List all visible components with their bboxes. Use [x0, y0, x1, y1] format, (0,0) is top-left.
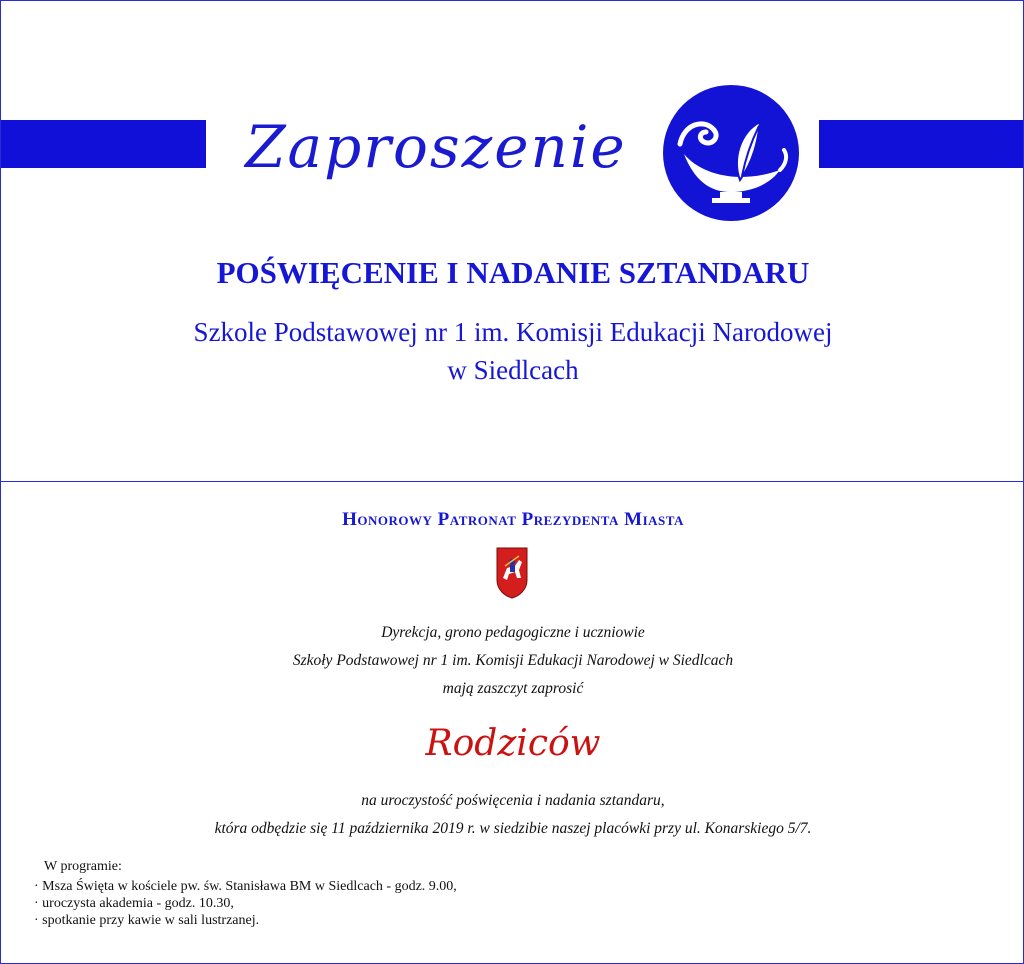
program-item: · uroczysta akademia - godz. 10.30, — [34, 895, 634, 912]
siedlce-coat-of-arms-icon — [495, 546, 529, 600]
honorary-patronage: Honorowy Patronat Prezydenta Miasta — [342, 509, 684, 530]
school-name-line-1: Szkole Podstawowej nr 1 im. Komisji Edukacji Narodowej — [193, 317, 833, 347]
header-section — [1, 1, 1023, 481]
right-accent-band — [819, 120, 1023, 168]
event-line: która odbędzie się 11 października 2019 r. w siedzibie naszej placówki przy ul. Konarskiego 5/7. — [214, 820, 812, 837]
school-name-line-2: w Siedlcach — [447, 355, 579, 385]
intro-line: mają zaszczyt zaprosić — [442, 680, 584, 697]
quill-lamp-logo-icon — [662, 84, 800, 222]
event-description — [1, 787, 1024, 843]
intro-line: Szkoły Podstawowej nr 1 im. Komisji Edukacji Narodowej w Siedlcach — [292, 652, 734, 669]
invited-guest: Rodziców — [425, 723, 601, 764]
school-name — [1, 313, 1024, 389]
left-accent-band — [1, 120, 206, 168]
program-item: · Msza Święta w kościele pw. św. Stanisława BM w Siedlcach - godz. 9.00, — [34, 878, 634, 895]
event-line: na uroczystość poświęcenia i nadania sztandaru, — [361, 792, 665, 809]
program-title: W programie: — [44, 859, 122, 874]
intro-line: Dyrekcja, grono pedagogiczne i uczniowie — [381, 624, 645, 641]
section-divider — [1, 481, 1023, 482]
program-list — [34, 878, 634, 929]
headline: POŚWIĘCENIE I NADANIE SZTANDARU — [216, 255, 810, 290]
program-item: · spotkanie przy kawie w sali lustrzanej. — [34, 912, 634, 929]
intro-text — [1, 619, 1024, 703]
invitation-script-title: Zaproszenie — [245, 113, 627, 181]
program-section — [34, 857, 634, 929]
